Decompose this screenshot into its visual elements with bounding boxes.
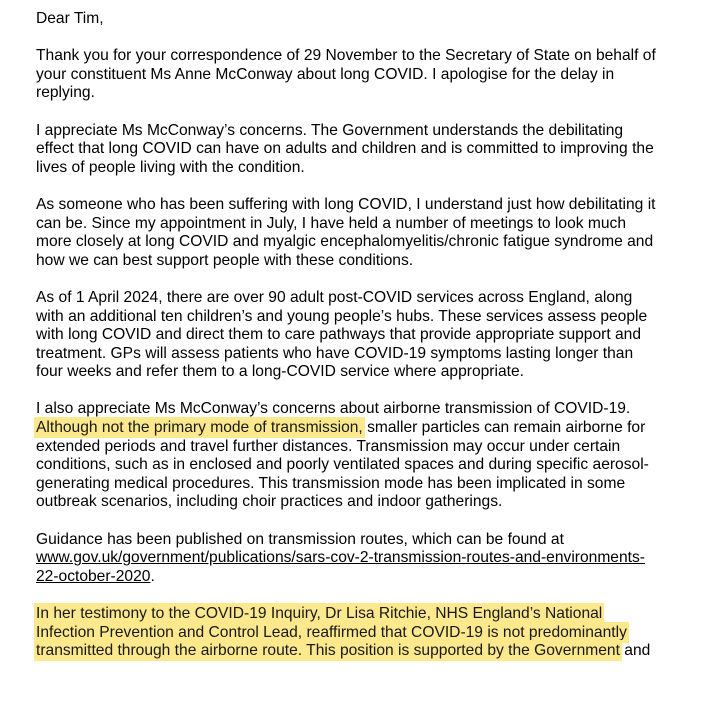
text-line: effect that long COVID can have on adults and children and is committed to improving the [36,140,654,158]
text-line: conditions, such as in enclosed and poorly ventilated spaces and during specific aerosol- [36,456,649,474]
text-line: four weeks and refer them to a long-COVID service where appropriate. [36,363,524,381]
highlighted-text: transmitted through the airborne route. This position is supported by the Government [36,642,620,660]
text-line: As someone who has been suffering with long COVID, I understand just how debilitating it [36,195,656,213]
link-suffix: . [150,567,155,585]
text-line: lives of people living with the condition. [36,158,305,176]
text-line: can be. Since my appointment in July, I have held a number of meetings to look much [36,214,626,232]
text-line-highlighted [36,605,706,624]
paragraph-6 [36,531,706,587]
highlighted-text: Although not the primary mode of transmission, [36,419,363,437]
text-line: with long COVID and direct them to care pathways that provide appropriate support and [36,326,642,344]
paragraph-5 [36,400,706,512]
paragraph-1 [36,47,706,103]
letter-body [36,10,706,679]
text-span: and [619,642,651,660]
text-line: more closely at long COVID and myalgic encephalomyelitis/chronic fatigue syndrome and [36,233,654,251]
paragraph-3 [36,196,706,270]
text-line: replying. [36,84,95,102]
text-line: I appreciate Ms McConway’s concerns. The Government understands the debilitating [36,121,624,139]
paragraph-7 [36,605,706,661]
guidance-link-line-1 [36,549,706,568]
text-line-highlighted [36,419,706,438]
paragraph-2 [36,122,706,178]
salutation: Dear Tim, [36,10,104,27]
text-line: I also appreciate Ms McConway’s concerns about airborne transmission of COVID-19. [36,400,631,418]
highlighted-text: Infection Prevention and Control Lead, reaffirmed that COVID-19 is not predominantly [36,623,627,641]
highlighted-text: In her testimony to the COVID-19 Inquiry, Dr Lisa Ritchie, NHS England’s National [36,605,603,622]
text-line: treatment. GPs will assess patients who have COVID-19 symptoms lasting longer than [36,344,634,362]
guidance-link-line-2 [36,568,706,587]
text-line: extended periods and travel further distances. Transmission may occur under certain [36,437,621,455]
guidance-link-continued[interactable]: 22-october-2020 [36,567,151,585]
text-line: outbreak scenarios, including choir practices and indoor gatherings. [36,493,503,511]
text-line: As of 1 April 2024, there are over 90 adult post-COVID services across England, along [36,288,633,306]
text-line-highlighted [36,624,706,643]
paragraph-4 [36,289,706,382]
text-line: Thank you for your correspondence of 29 November to the Secretary of State on behalf of [36,47,656,65]
guidance-link[interactable]: www.gov.uk/government/publications/sars-cov-2-transmission-routes-and-environments- [36,549,645,567]
text-line: with an additional ten children’s and young people’s hubs. These services assess people [36,307,648,325]
text-line: your constituent Ms Anne McConway about long COVID. I apologise for the delay in [36,65,615,83]
text-line-highlighted [36,642,706,661]
text-line: generating medical procedures. This transmission mode has been implicated in some [36,474,626,492]
text-line: Guidance has been published on transmission routes, which can be found at [36,530,564,548]
text-line: how we can best support people with these conditions. [36,251,414,269]
text-span: smaller particles can remain airborne for [362,419,646,437]
